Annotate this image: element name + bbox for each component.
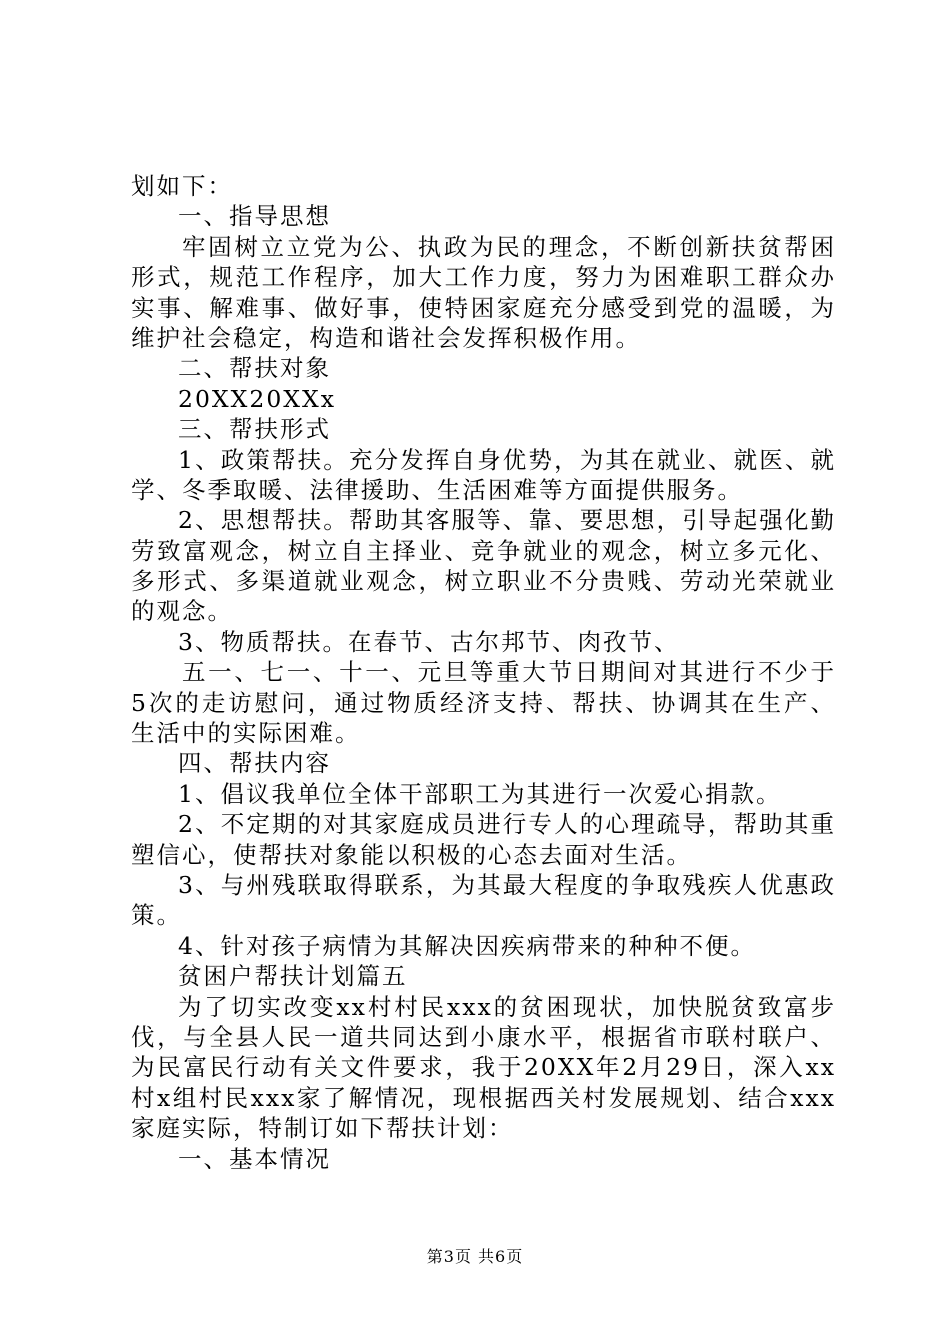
text-line: 生活中的实际困难。 xyxy=(131,719,361,748)
text-line: 劳致富观念，树立自主择业、竞争就业的观念，树立多元化、 xyxy=(131,536,836,565)
text-line: 1、倡议我单位全体干部职工为其进行一次爱心捐款。 xyxy=(178,779,782,808)
text-line: 策。 xyxy=(131,901,182,930)
text-line: 4、针对孩子病情为其解决因疾病带来的种种不便。 xyxy=(178,931,756,960)
text-line: 5次的走访慰问，通过物质经济支持、帮扶、协调其在生产、 xyxy=(131,688,836,717)
text-line: 五一、七一、十一、元旦等重大节日期间对其进行不少于 xyxy=(182,658,836,687)
page-footer: 第3页 共6页 xyxy=(426,1247,524,1266)
section-heading: 一、指导思想 xyxy=(178,202,331,231)
section-heading: 三、帮扶形式 xyxy=(178,415,331,444)
section-heading: 二、帮扶对象 xyxy=(178,354,331,383)
text-line: 3、物质帮扶。在春节、古尔邦节、肉孜节、 xyxy=(178,627,680,656)
text-line: 为了切实改变xx村村民xxx的贫困现状，加快脱贫致富步 xyxy=(178,992,836,1021)
text-line: 伐，与全县人民一道共同达到小康水平，根据省市联村联户、 xyxy=(131,1022,836,1051)
text-line: 划如下： xyxy=(131,172,233,200)
document-body xyxy=(131,171,836,1174)
section-heading: 一、基本情况 xyxy=(178,1144,331,1173)
text-line: 2、思想帮扶。帮助其客服等、靠、要思想，引导起强化勤 xyxy=(178,506,836,535)
text-line: 2、不定期的对其家庭成员进行专人的心理疏导，帮助其重 xyxy=(178,810,836,839)
text-line: 维护社会稳定，构造和谐社会发挥积极作用。 xyxy=(131,323,641,352)
text-line: 1、政策帮扶。充分发挥自身优势，为其在就业、就医、就 xyxy=(178,445,836,474)
text-line: 村x组村民xxx家了解情况，现根据西关村发展规划、结合xxx xyxy=(131,1083,836,1112)
text-line: 家庭实际，特制订如下帮扶计划： xyxy=(131,1114,514,1143)
text-line: 20XX20XXx xyxy=(178,384,336,413)
text-line: 牢固树立立党为公、执政为民的理念，不断创新扶贫帮困 xyxy=(182,232,836,261)
text-line: 3、与州残联取得联系，为其最大程度的争取残疾人优惠政 xyxy=(178,870,836,899)
text-line: 形式，规范工作程序，加大工作力度，努力为困难职工群众办 xyxy=(131,263,836,292)
text-line: 学、冬季取暖、法律援助、生活困难等方面提供服务。 xyxy=(131,475,743,504)
section-heading: 贫困户帮扶计划篇五 xyxy=(178,962,408,991)
text-line: 塑信心，使帮扶对象能以积极的心态去面对生活。 xyxy=(131,840,692,869)
text-line: 多形式、多渠道就业观念，树立职业不分贵贱、劳动光荣就业 xyxy=(131,567,836,596)
section-heading: 四、帮扶内容 xyxy=(178,749,331,778)
text-line: 为民富民行动有关文件要求，我于20XX年2月29日，深入xx xyxy=(131,1053,836,1082)
text-line: 实事、解难事、做好事，使特困家庭充分感受到党的温暖，为 xyxy=(131,293,836,322)
text-line: 的观念。 xyxy=(131,597,233,626)
